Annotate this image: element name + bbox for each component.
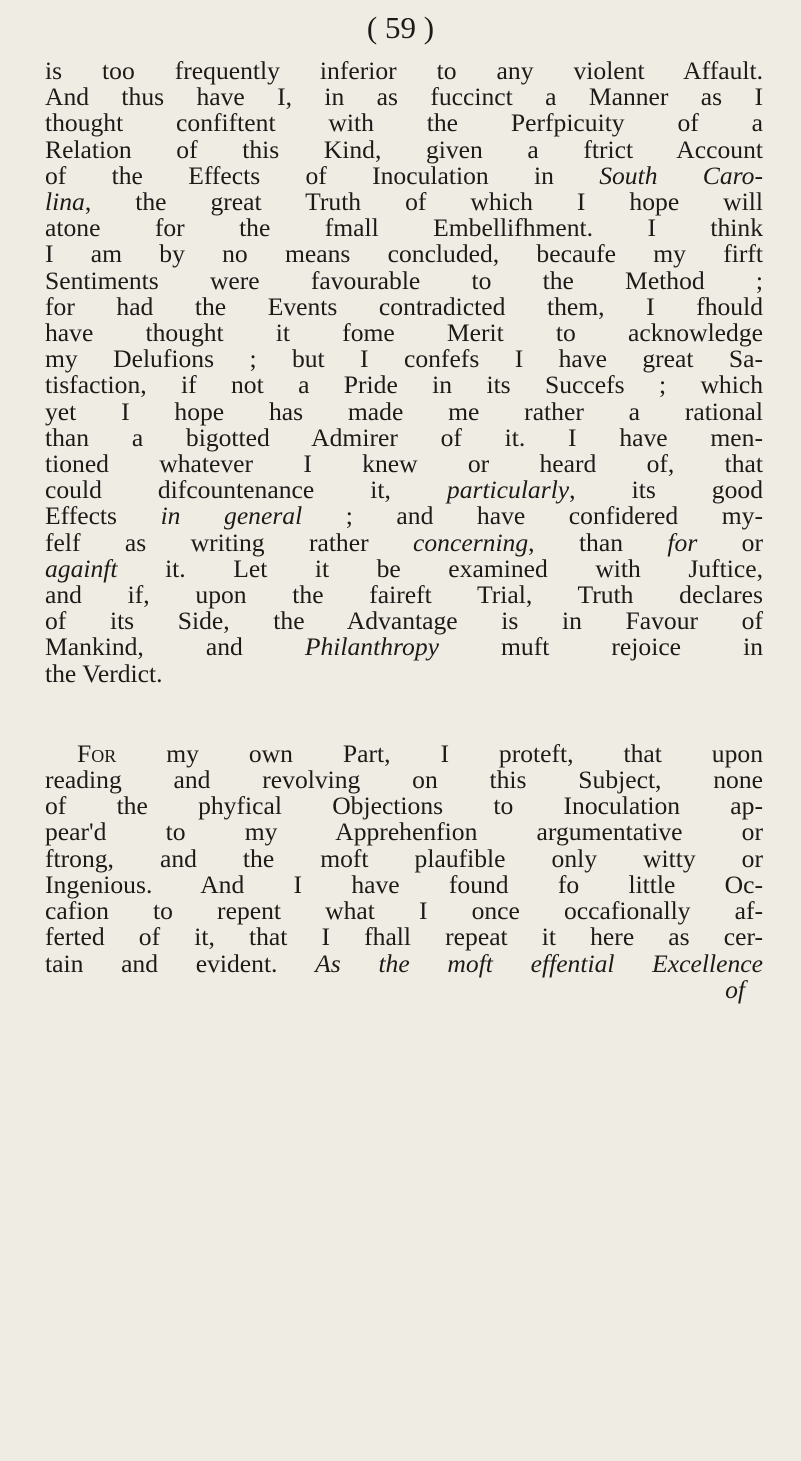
paragraph-1 xyxy=(45,58,763,687)
text-run: or xyxy=(697,527,763,557)
text-run: my own Part, I proteft, that upon xyxy=(116,738,763,768)
text-run: could difcountenance it, xyxy=(45,475,447,505)
italic-run: lina xyxy=(45,187,85,217)
text-line: for had the Events contradicted them, I fhould xyxy=(45,291,763,321)
catchword: of xyxy=(725,974,745,1004)
text-line: cafion to repent what I once occafionally af- xyxy=(45,896,763,926)
text-line: Relation of this Kind, given a ftrict Account xyxy=(45,134,763,164)
text-line: is too frequently inferior to any violent Affault. xyxy=(45,56,763,85)
text-line: reading and revolving on this Subject, none xyxy=(45,765,763,795)
italic-run: concerning xyxy=(413,527,529,557)
italic-run: particularly xyxy=(446,475,570,505)
text-run: muft rejoice in xyxy=(438,632,763,662)
text-line: Ingenious. And I have found fo little Oc- xyxy=(45,869,763,899)
text-line xyxy=(45,527,763,557)
text-run: , the great Truth of which I hope will xyxy=(84,187,763,217)
text-line: And thus have I, in as fuccinct a Manner as I xyxy=(45,82,763,112)
page-number: ( 59 ) xyxy=(366,10,435,45)
text-line: tioned whatever I knew or heard of, that xyxy=(45,449,763,479)
text-line: the Verdict. xyxy=(45,658,163,688)
text-line xyxy=(45,477,763,503)
italic-run: Philanthropy xyxy=(304,632,439,662)
small-caps-run: For xyxy=(77,738,117,768)
text-line xyxy=(45,189,763,215)
text-line: thought confiftent with the Perfpicuity of a xyxy=(45,108,763,138)
text-line xyxy=(45,160,763,190)
text-run: tain and evident. xyxy=(45,948,316,978)
text-line: tisfaction, if not a Pride in its Succefs ; which xyxy=(45,370,763,400)
text-line: than a bigotted Admirer of it. I have men- xyxy=(45,422,763,452)
text-line: and if, upon the faireft Trial, Truth declares xyxy=(45,580,763,610)
text-line: atone for the fmall Embellifhment. I think xyxy=(45,213,763,243)
paragraph-gap xyxy=(45,687,763,741)
text-line: yet I hope has made me rather a rational xyxy=(45,396,763,426)
text-line: I am by no means concluded, becaufe my firft xyxy=(45,239,763,269)
italic-run: South Caro- xyxy=(599,160,763,190)
text-line xyxy=(45,948,763,978)
text-line: ferted of it, that I fhall repeat it here as cer- xyxy=(45,922,763,952)
text-line: ftrong, and the moft plaufible only witty or xyxy=(45,843,763,873)
italic-run: againft xyxy=(45,553,118,583)
text-run: ; and have confidered my- xyxy=(302,501,763,531)
text-line xyxy=(45,553,763,583)
paragraph-2 xyxy=(45,738,763,978)
text-run: it. Let it be examined with Juftice, xyxy=(117,553,763,583)
text-run: Effects xyxy=(45,501,161,531)
text-run: Mankind, and xyxy=(45,632,305,662)
text-line: pear'd to my Apprehenfion argumentative or xyxy=(45,817,763,847)
text-run: felf as writing rather xyxy=(45,527,414,557)
page-text xyxy=(45,58,763,1003)
text-line: my Delufions ; but I confefs I have great Sa- xyxy=(45,344,763,374)
text-line: of the phyfical Objections to Inoculation ap- xyxy=(45,791,763,821)
text-run: , than xyxy=(528,527,668,557)
italic-run: As the moft effential Excellence xyxy=(315,948,763,978)
text-run: , its good xyxy=(569,475,763,505)
text-line xyxy=(45,738,763,768)
italic-run: for xyxy=(667,527,698,557)
italic-run: in general xyxy=(160,501,303,531)
text-line xyxy=(45,634,763,660)
text-line xyxy=(45,503,763,529)
text-run: of the Effects of Inoculation in xyxy=(45,160,600,190)
text-line: Sentiments were favourable to the Method ; xyxy=(45,265,763,295)
text-line: of its Side, the Advantage is in Favour of xyxy=(45,606,763,636)
text-line: have thought it fome Merit to acknowledge xyxy=(45,318,763,348)
